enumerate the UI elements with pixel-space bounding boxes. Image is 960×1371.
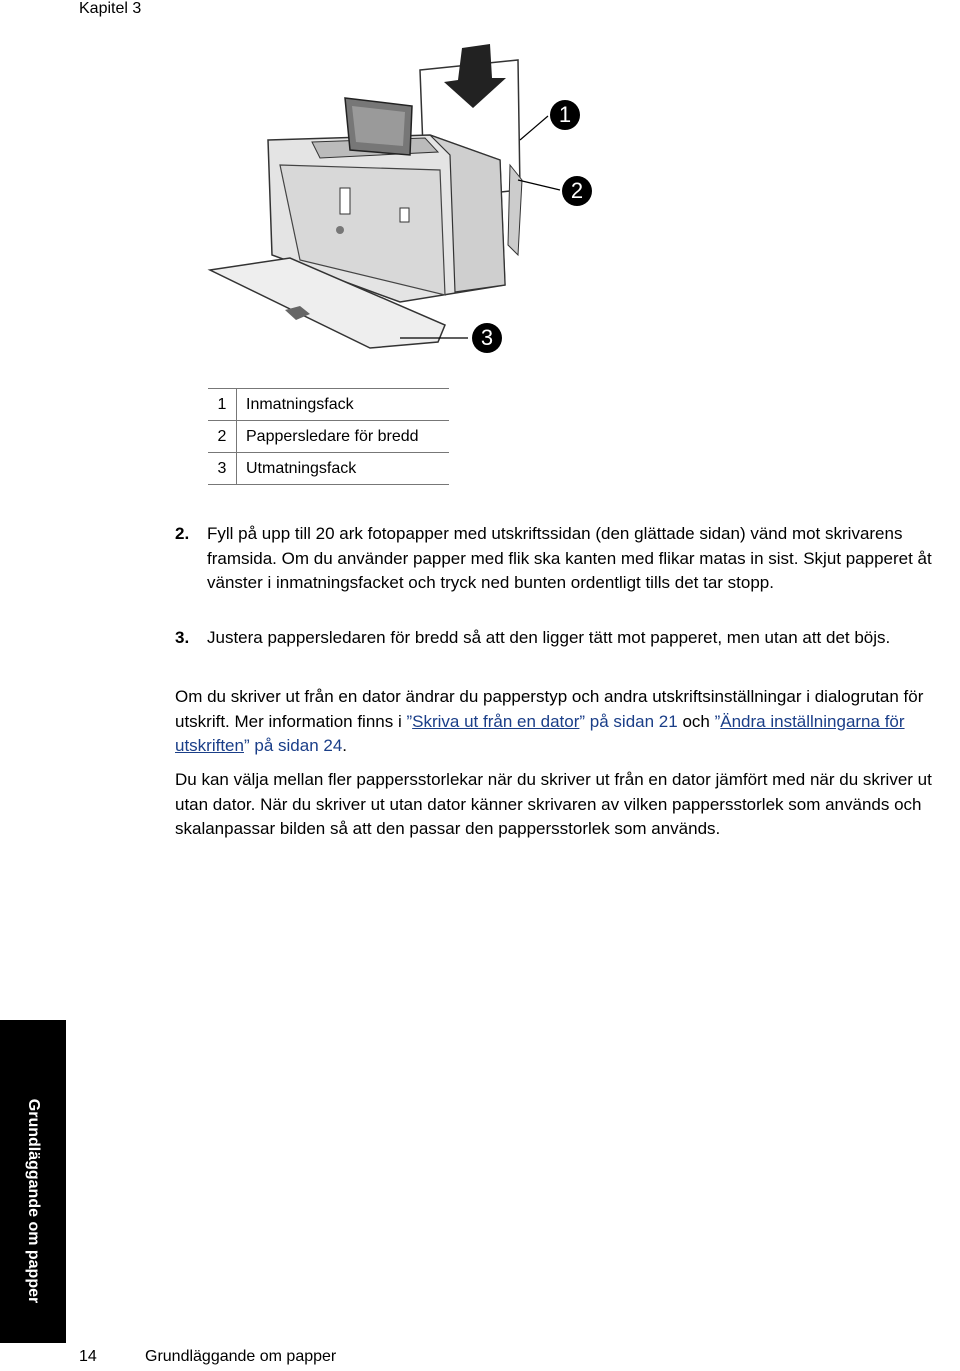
footer-section: Grundläggande om papper (145, 1348, 337, 1365)
callout-line-2 (518, 180, 560, 190)
lcd-glass (352, 106, 405, 146)
card-slot (400, 208, 409, 222)
step-number: 2. (175, 524, 190, 543)
side-tab-label: Grundläggande om papper (25, 1098, 42, 1304)
legend-number: 1 (208, 389, 237, 421)
legend-label: Inmatningsfack (246, 395, 354, 413)
link-print-from-computer[interactable]: Skriva ut från en dator (412, 711, 580, 731)
legend-number: 2 (208, 421, 237, 453)
paper-guide (508, 165, 522, 255)
callout-line-1 (520, 116, 548, 140)
printer-illustration (200, 40, 630, 380)
hp-logo (336, 226, 344, 234)
legend-label: Pappersledare för bredd (246, 427, 419, 445)
page-number: 14 (79, 1348, 97, 1365)
link-change-print-settings[interactable]: Ändra inställningarna för utskriften (175, 711, 905, 755)
printer-drawing (200, 40, 630, 380)
paragraph-text: Om du skriver ut från en dator ändrar du papperstyp och andra utskriftsinställningar i dialogrutan för utskrift. Mer information finns i (175, 687, 924, 731)
callout-1: 1 (550, 100, 580, 130)
legend-number: 3 (208, 453, 237, 485)
print-settings-paragraph: Om du skriver ut från en dator ändrar du papperstyp och andra utskriftsinställningar i dialogrutan för utskrift. Mer information finns i ”Skriva ut från en dator” på sidan 21 och ”Ändra inställningarna för utskriften” på sidan 24. (175, 687, 924, 755)
step-2 (175, 522, 955, 596)
side-tab (0, 1020, 66, 1343)
paragraph-text: och (677, 711, 715, 731)
page-reference: på sidan 21 (585, 711, 678, 731)
legend-row (208, 389, 449, 421)
legend-table (208, 388, 449, 485)
step-3 (175, 626, 955, 651)
step-text: Justera pappersledaren för bredd så att den ligger tätt mot papperet, men utan att det böjs. (207, 628, 891, 647)
callout-3: 3 (472, 323, 502, 353)
legend-row (208, 421, 449, 453)
paragraph-text: . (342, 736, 348, 755)
callout-2: 2 (562, 176, 592, 206)
step-number: 3. (175, 628, 190, 647)
legend-row (208, 453, 449, 485)
page-reference: på sidan 24 (249, 736, 343, 755)
paper-sizes-paragraph: Du kan välja mellan fler pappersstorlekar när du skriver ut från en dator jämfört med när du skriver ut utan dator. När du skriver ut utan dator känner skrivaren av vilken pappersstorlek som används och skalanpassar bilden så att den passar den pappersstorlek som används. (175, 770, 932, 838)
chapter-header: Kapitel 3 (79, 0, 142, 17)
step-text: Fyll på upp till 20 ark fotopapper med utskriftssidan (den glättade sidan) vänd mot skrivarens framsida. Om du använder papper med flik ska kanten med flikar matas in sist. Skjut papperet åt vänster i inmatningsfacket och tryck ned bunten ordentligt tills det tar stopp. (207, 524, 932, 592)
legend-label: Utmatningsfack (246, 459, 357, 477)
front-slot (340, 188, 350, 214)
